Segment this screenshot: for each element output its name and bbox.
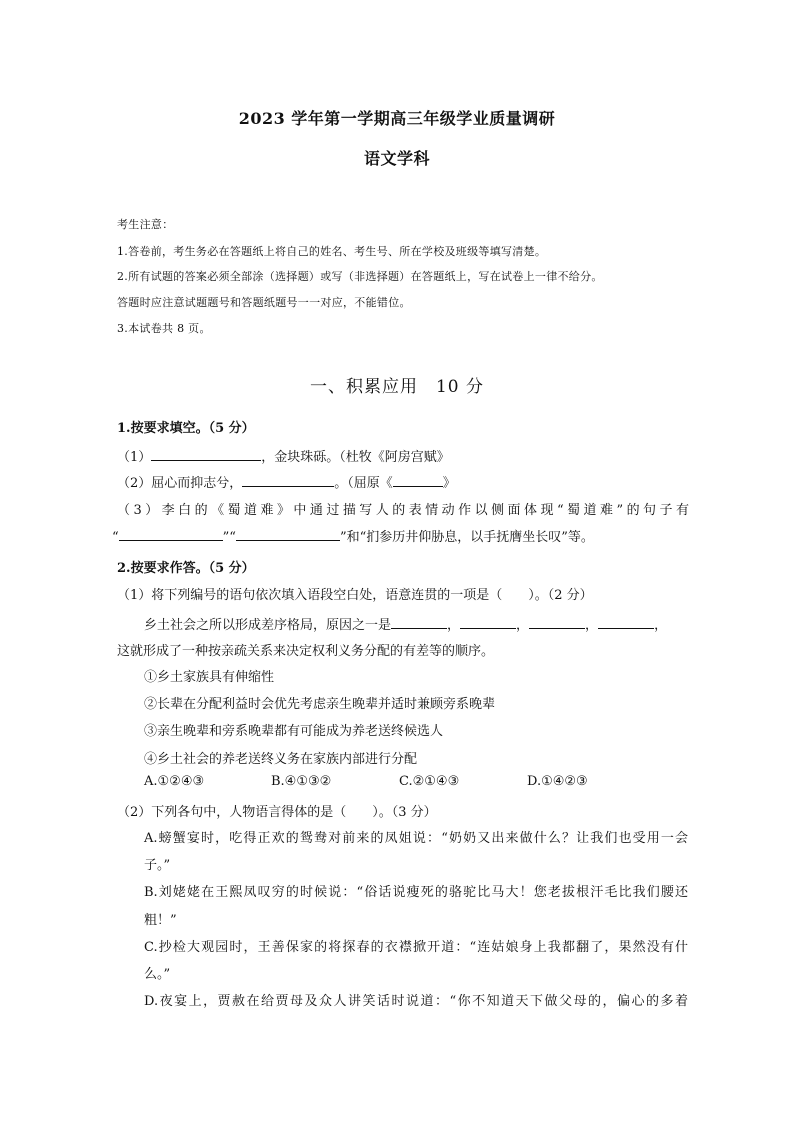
separator: ， [516, 618, 530, 633]
subject-title: 语文学科 [363, 149, 430, 168]
answer-blank[interactable] [242, 473, 334, 487]
question-1-heading: 1.按要求填空。（5 分） [117, 421, 255, 436]
answer-blank[interactable] [598, 615, 654, 629]
separator: ， [585, 618, 599, 633]
statement-3: ③亲生晚辈和旁系晚辈都有可能成为养老送终候选人 [144, 724, 444, 739]
exam-title: 2023 学年第一学期高三年级学业质量调研 [238, 109, 556, 128]
choice-d[interactable]: D.①④②③ [527, 774, 588, 789]
passage-line-2: 这就形成了一种按亲疏关系来决定权利义务分配的有差等的顺序。 [117, 644, 495, 659]
statement-2: ②长辈在分配利益时会优先考虑亲生晚辈并适时兼顾旁系晚辈 [144, 697, 496, 712]
line-2-prefix: （2）屈心而抑志兮， [117, 476, 243, 491]
answer-blank[interactable] [151, 447, 261, 461]
notice-item-3: 3.本试卷共 8 页。 [117, 322, 211, 335]
answer-blank[interactable] [393, 473, 443, 487]
answer-blank[interactable] [119, 527, 223, 541]
option-a-line-2[interactable]: 子。” [144, 858, 171, 873]
answer-blank[interactable] [460, 615, 516, 629]
sub-question-2-stem: （2）下列各句中，人物语言得体的是（ ）。（3 分） [117, 805, 437, 820]
section-1-title: 一、积累应用 10 分 [309, 377, 485, 397]
line-1-suffix: ，金块珠砾。（杜牧《阿房宫赋》 [261, 450, 450, 465]
answer-blank[interactable] [391, 615, 447, 629]
choice-a[interactable]: A.①②④③ [144, 774, 205, 789]
question-1-line-1 [117, 446, 450, 465]
notice-item-2-cont: 答题时应注意试题题号和答题纸题号一一对应，不能错位。 [117, 296, 411, 309]
question-1-line-3: （3）李白的《蜀道难》中通过描写人的表情动作以侧面体现“蜀道难”的句子有 [117, 503, 689, 518]
question-1-line-3-cont [112, 526, 594, 545]
passage-line-1 [144, 614, 667, 633]
line-1-prefix: （1） [117, 450, 152, 465]
open-quote: “ [112, 530, 119, 545]
option-a-line-1[interactable]: A.螃蟹宴时，吃得正欢的鸳鸯对前来的凤姐说：“奶奶又出来做什么？让我们也受用一会 [144, 831, 688, 846]
statement-4: ④乡土社会的养老送终义务在家族内部进行分配 [144, 752, 418, 767]
statement-1: ①乡土家族具有伸缩性 [144, 670, 275, 685]
line-3-tail: ”和“扪参历井仰胁息，以手抚膺坐长叹”等。 [339, 530, 594, 545]
answer-blank[interactable] [529, 615, 585, 629]
notice-item-2: 2.所有试题的答案必须全部涂（选择题）或写（非选择题）在答题纸上，写在试卷上一律不给分。 [117, 270, 603, 283]
sub-question-1-stem: （1）将下列编号的语句依次填入语段空白处，语意连贯的一项是（ ）。（2 分） [117, 588, 593, 603]
separator: ， [447, 618, 461, 633]
passage-text: 乡土社会之所以形成差序格局，原因之一是 [144, 618, 392, 633]
choice-c[interactable]: C.②①④③ [399, 774, 460, 789]
notice-item-1: 1.答卷前，考生务必在答题纸上将自己的姓名、考生号、所在学校及班级等填写清楚。 [117, 245, 547, 258]
option-c-line-1[interactable]: C.抄检大观园时，王善保家的将探春的衣襟掀开道：“连姑娘身上我都翻了，果然没有什 [144, 940, 688, 955]
option-b-line-1[interactable]: B.刘姥姥在王熙凤叹穷的时候说：“俗话说瘦死的骆驼比马大！您老拔根汗毛比我们腰还 [144, 885, 688, 900]
question-2-heading: 2.按要求作答。（5 分） [117, 561, 255, 576]
notice-heading: 考生注意： [117, 218, 174, 231]
question-1-line-2 [117, 472, 456, 491]
option-c-line-2[interactable]: 么。” [144, 967, 171, 982]
middle-quote: ”“ [222, 530, 236, 545]
line-2-suffix: 》 [442, 476, 456, 491]
answer-blank[interactable] [236, 527, 340, 541]
separator: ， [654, 618, 668, 633]
option-b-line-2[interactable]: 粗！” [144, 913, 177, 928]
choice-b[interactable]: B.④①③② [271, 774, 332, 789]
option-d-line-1[interactable]: D.夜宴上，贾赦在给贾母及众人讲笑话时说道：“你不知道天下做父母的，偏心的多着 [144, 994, 688, 1009]
line-2-mid: 。（屈原《 [334, 476, 393, 491]
